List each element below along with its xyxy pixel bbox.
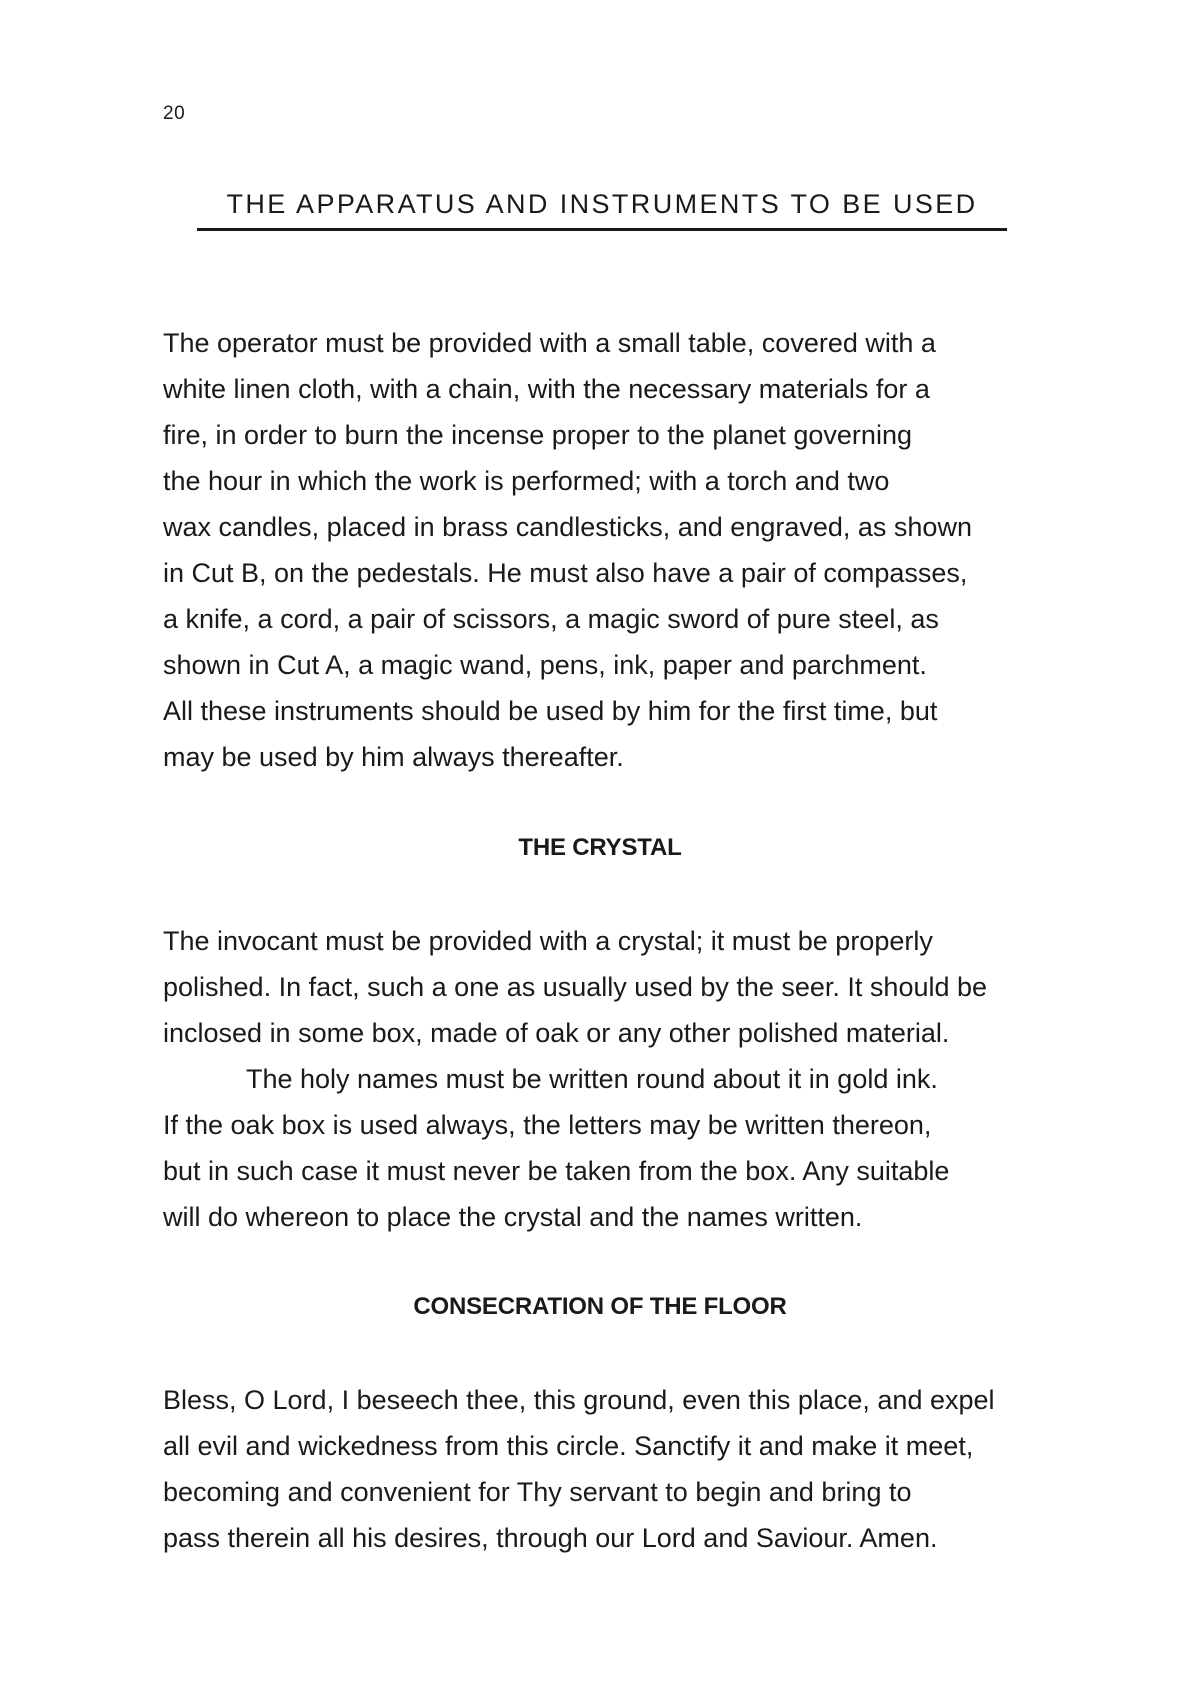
text-line: wax candles, placed in brass candlesticks, and engraved, as shown [163, 512, 972, 542]
crystal-heading: THE CRYSTAL [518, 834, 682, 861]
text-line: all evil and wickedness from this circle. Sanctify it and make it meet, [163, 1431, 974, 1461]
text-line: will do whereon to place the crystal and the names written. [163, 1202, 863, 1232]
text-line: shown in Cut A, a magic wand, pens, ink, paper and parchment. [163, 650, 927, 680]
crystal-paragraph [163, 918, 1063, 1240]
chapter-title: THE APPARATUS AND INSTRUMENTS TO BE USED [197, 188, 1007, 231]
text-line: becoming and convenient for Thy servant to begin and bring to [163, 1477, 912, 1507]
text-line: the hour in which the work is performed; with a torch and two [163, 466, 890, 496]
text-line: Bless, O Lord, I beseech thee, this ground, even this place, and expel [163, 1385, 995, 1415]
text-line: The operator must be provided with a small table, covered with a [163, 328, 936, 358]
text-line: a knife, a cord, a pair of scissors, a magic sword of pure steel, as [163, 604, 939, 634]
page-number: 20 [163, 103, 186, 124]
consecration-paragraph [163, 1377, 1063, 1561]
text-line: white linen cloth, with a chain, with the necessary materials for a [163, 374, 930, 404]
text-line: The invocant must be provided with a crystal; it must be properly [163, 926, 933, 956]
text-line: inclosed in some box, made of oak or any other polished material. [163, 1018, 950, 1048]
consecration-heading: CONSECRATION OF THE FLOOR [413, 1293, 787, 1320]
text-line: fire, in order to burn the incense proper to the planet governing [163, 420, 912, 450]
text-line: but in such case it must never be taken from the box. Any suitable [163, 1156, 950, 1186]
text-line: If the oak box is used always, the letters may be written thereon, [163, 1110, 932, 1140]
text-line: may be used by him always thereafter. [163, 742, 624, 772]
apparatus-paragraph [163, 320, 1063, 780]
text-line: polished. In fact, such a one as usually used by the seer. It should be [163, 972, 988, 1002]
text-line-indented: The holy names must be written round about it in gold ink. [246, 1064, 938, 1094]
text-line: All these instruments should be used by him for the first time, but [163, 696, 938, 726]
text-line: in Cut B, on the pedestals. He must also have a pair of compasses, [163, 558, 968, 588]
text-line: pass therein all his desires, through our Lord and Saviour. Amen. [163, 1523, 938, 1553]
